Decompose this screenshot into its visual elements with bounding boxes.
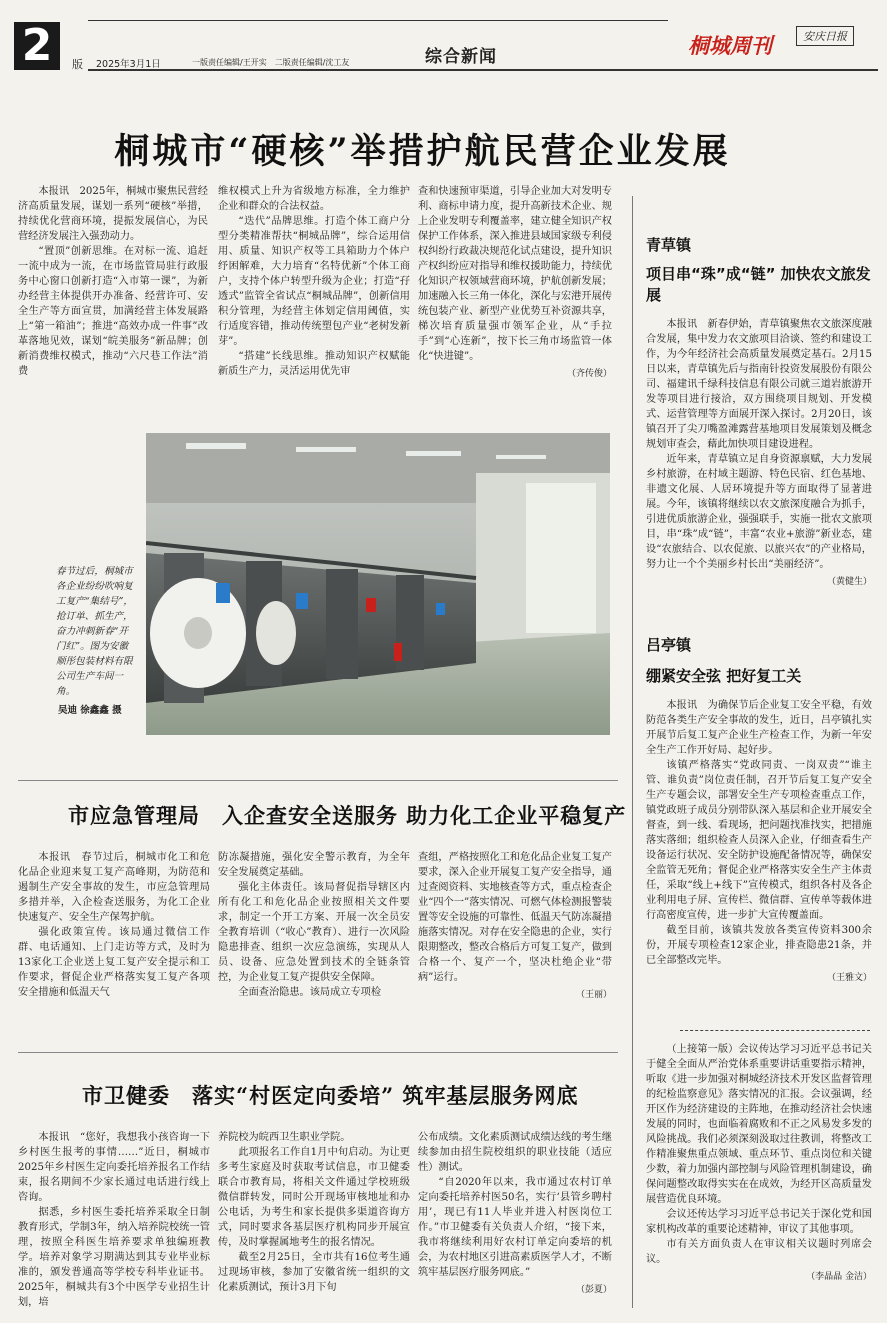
masthead-bottom-rule (88, 69, 878, 71)
side2-paragraph: 本报讯 为确保节后企业复工安全平稳，有效防范各类生产安全事故的发生，近日，吕亭镇扎实开展节后复工复产企业生产检查工作，为新一年安全生产工作开好局、起好步。 (646, 700, 872, 756)
photo-caption (56, 564, 136, 699)
story3-paragraph: 本报讯 “您好，我想我小孩咨询一下乡村医生报考的事情……”近日，桐城市2025年乡村医生定向委托培养报名工作结束，报名期间不少家长通过电话进行线上咨询。 (18, 1132, 210, 1203)
lead-col-3 (418, 184, 612, 379)
masthead-top-rule (88, 20, 668, 21)
story3-col-3 (418, 1130, 612, 1295)
lead-byline: （齐传俊） (566, 369, 612, 379)
sidebar-continued (646, 1042, 872, 1282)
story3-paragraph: 此项报名工作自1月中旬启动。为让更多考生家庭及时获取考试信息，市卫健委联合市教育局，将相关文件通过学校班级微信群转发，同时公开现场审核地址和办公电话，为考生和家长提供多渠道咨询方式，同时要求各基层医疗机构同步开展宣传，及时掌握属地考生的报名情况。 (218, 1147, 410, 1248)
story3-headline: 市卫健委 落实“村医定向委培” 筑牢基层服务网底 (82, 1083, 579, 1108)
photo-caption-text: 春节过后，桐城市各企业纷纷吹响复工复产“集结号”，抢订单、抓生产，奋力冲刺新春“开门红”。图为安徽顺彤包装材料有限公司生产车间一角。 (56, 566, 133, 697)
story3-paragraph: 截至2月25日，全市共有16位考生通过现场审核，参加了安徽省统一组织的文化素质测试，预计3月下旬 (218, 1252, 410, 1293)
story2-col-2 (218, 850, 410, 1000)
story3-paragraph: 据悉，乡村医生委托培养采取全日制教育形式，学制3年，纳入培养院校统一管理，按照全科医生培养要求单独编班教学。培养对象学习期满达到其专业毕业标准的，颁发普通高等学校专科毕业证书。2025年，桐城共有3个中医学专业招生计划，培 (18, 1207, 210, 1308)
factory-photo-image (146, 433, 610, 735)
page-suffix: 版 (72, 58, 83, 71)
side3-paragraph: 市有关方面负责人在审议相关议题时列席会议。 (646, 1239, 872, 1265)
lead-col-1 (18, 184, 208, 379)
section-divider (18, 780, 618, 781)
story2-paragraph: 强化政策宣传。该局通过微信工作群、电话通知、上门走访等方式，及时为13家化工企业送上复工复产安全提示和工作要求，督促企业严格落实复工复产各项安全措施和低温天气 (18, 927, 210, 998)
issue-date: 2025年3月1日 (96, 59, 161, 70)
section-divider (18, 1052, 618, 1053)
lead-paragraph: “迭代”品牌思维。打造个体工商户分型分类精准帮扶“桐城品牌”，综合运用信用、质量、知识产权等工具箱助力个体户纾困解难，大力培育“名特优新”个体工商户，支持个体户转型升级为企业；打造“孖透式”监管全省试点“桐城品牌”，创新信用积分管理，为经营主体划定信用阈值，实行适度容错，推动传统塑包产业“老树发新芽”。 (218, 216, 410, 347)
side3-paragraph: （上接第一版）会议传达学习习近平总书记关于健全全面从严治党体系重要讲话重要指示精神，听取《进一步加强对桐城经济技术开发区监督管理的纪检监察意见》落实情况的汇报。会议强调，经开区作为经济建设的主阵地，在推动经济社会快速发展的同时，也面临着腐败和不正之风易发多发的风险挑战。我们必须深刻汲取过往教训，将整改工作精准聚焦重点领域、重点环节、重点岗位和关键少数，着力加强内部控制与风险管理机制建设，确保问题整改取得实实在在成效，为经开区高质量发展营造优良环境。 (646, 1044, 872, 1205)
story2-paragraph: 强化主体责任。该局督促指导辖区内所有化工和危化品企业按照相关文件要求，制定一个开工方案、开展一次全员安全教育培训（“收心”教育）、进行一次风险隐患排查、组织一次应急演练，实现从人员、设备、应急处置到技术的全链条管控，为企业复工复产提供安全保障。 (218, 882, 410, 983)
lead-headline: 桐城市“硬核”举措护航民营企业发展 (114, 131, 731, 172)
partner-name: 安庆日报 (803, 30, 847, 43)
story2-paragraph: 查组，严格按照化工和危化品企业复工复产要求，深入企业开展复工复产安全指导，通过查阅资料、实地核查等方式，重点检查企业“四个一”落实情况、可燃气体检测报警装置等安全设施的可靠性、低温天气防冻凝措施落实情况。对存在安全隐患的企业，实行限期整改，整改合格后方可复工复产，做到合格一个、复产一个，坚决杜绝企业“带病”运行。 (418, 852, 612, 983)
lead-paragraph: 维权模式上升为省级地方标准，全力维护企业和群众的合法权益。 (218, 186, 410, 212)
story3-byline: （彭夏） (575, 1285, 612, 1295)
story2-col-1 (18, 850, 210, 1000)
sidebar-story-1 (646, 234, 872, 587)
continued-divider (680, 1030, 870, 1032)
story3-paragraph: 公布成绩。文化素质测试成绩达线的考生继续参加由招生院校组织的职业技能（适应性）测试。 (418, 1132, 612, 1173)
side1-paragraph: 本报讯 新春伊始，青草镇聚焦农文旅深度融合发展，集中发力农文旅项目洽谈、签约和建设工作，为今年经济社会高质量发展奠定基石。2月15日以来，青草镇先后与指南针投资发展股份有限公司、福建讯千绿科技信息有限公司就三道岩旅游开发等项目进行接洽，双方围绕项目规划、开发模式、运营管理等方面展开深入探讨。2月20日，该镇召开了尖刀嘴盈滩露营基地项目发展策划及概念规划审查会，藉此加快项目建设进程。 (646, 319, 872, 450)
section-title: 综合新闻 (425, 47, 497, 67)
side1-paragraph: 近年来，青草镇立足自身资源禀赋，大力发展乡村旅游，在村域主题游、特色民宿、红色基地、非遗文化展、人居环境提升等方面取得了显著进展。今年，该镇将继续以农文旅深度融合为抓手，引进优质旅游企业，强强联手，实施一批农文旅项目，串“珠”成“链”，丰富“农业+旅游”新业态，建设“农旅结合、以农促旅、以旅兴农”的产业格局，努力让一个个美丽乡村长出“美丽经济”。 (646, 454, 872, 570)
side2-paragraph: 截至目前，该镇共发放各类宣传资料300余份，开展专项检查12家企业，排查隐患21条，并已全部整改完毕。 (646, 925, 872, 966)
side1-kicker: 青草镇 (646, 236, 692, 254)
lead-paragraph: “搭建”长线思维。推动知识产权赋能新质生产力，灵活运用优先审 (218, 351, 410, 377)
side2-paragraph: 该镇严格落实“党政同责、一岗双责”“谁主管、谁负责”岗位责任制，召开节后复工复产安全生产专题会议，部署安全生产专项检查重点工作，镇党政班子成员分别带队深入基层和企业开展安全督查，到一线、看现场，把问题找准找实，把措施落实落细；组织检查人员深入企业，仔细查看生产设备运行状况、安全防护设施配备情况等，确保安全监管无死角；督促企业严格落实安全生产主体责任，采取“线上+线下”宣传模式，组织各村及各企业利用电子屏、宣传栏、微信群、宣传单等载体进行高密度宣传，进一步扩大宣传覆盖面。 (646, 760, 872, 921)
editors: 一版责任编辑/王开实 二版责任编辑/沈工友 (192, 58, 350, 67)
sidebar-divider (632, 196, 633, 1308)
story3-paragraph: “自2020年以来，我市通过农村订单定向委托培养村医50名，实行‘县管乡聘村用’，现已有11人毕业并进入村医岗位工作。”市卫健委有关负责人介绍，“接下来，我市将继续利用好农村订单定向委培的机会，为农村地区引进高素质医学人才，不断筑牢基层医疗服务网底。” (418, 1177, 612, 1278)
story2-byline: （王丽） (575, 990, 612, 1000)
photo-credit: 吴迪 徐鑫鑫 摄 (58, 705, 122, 716)
side3-paragraph: 会议还传达学习习近平总书记关于深化党和国家机构改革的重要论述精神，审议了其他事项。 (646, 1209, 872, 1235)
side2-headline: 绷紧安全弦 把好复工关 (646, 667, 802, 685)
side2-byline: （王雅文） (826, 973, 872, 983)
lead-paragraph: “置顶”创新思维。在对标一流、追赶一流中成为一流，在市场监管局驻行政服务中心窗口创新打造“入市第一课”，为新办经营主体提供开办准备、经营许可、安全生产等方面宣贯，加满经营主体发展路上“第一箱油”；推进“高效办成一件事”改革落地见效，谋划“皖美服务”新品牌；创新消费维权模式，推动“六尺巷工作法”消费 (18, 246, 208, 377)
side3-byline: （李晶晶 金洁） (806, 1272, 872, 1282)
page-number-box (14, 22, 60, 70)
story2-paragraph: 本报讯 春节过后，桐城市化工和危化品企业迎来复工复产高峰期，为防范和遏制生产安全事故的发生，市应急管理局多措并举，入企检查送服务，为化工企业快速复产、安全生产保驾护航。 (18, 852, 210, 923)
masthead (0, 0, 887, 75)
partner-logo (796, 26, 854, 46)
story2-headline: 市应急管理局 入企查安全送服务 助力化工企业平稳复产 (68, 803, 627, 828)
story3-col-1 (18, 1130, 210, 1310)
side1-byline: （黄健生） (826, 577, 872, 587)
side1-headline: 项目串“珠”成“链” 加快农文旅发展 (646, 265, 871, 304)
story2-paragraph: 防冻凝措施，强化安全警示教育，为全年安全发展奠定基础。 (218, 852, 410, 878)
story2-paragraph: 全面查治隐患。该局成立专项检 (238, 987, 382, 998)
story3-col-2 (218, 1130, 410, 1295)
factory-photo (146, 433, 610, 735)
story2-col-3 (418, 850, 612, 1000)
story3-paragraph: 养院校为皖西卫生职业学院。 (218, 1132, 351, 1143)
page-number: 2 (21, 20, 53, 71)
side2-kicker: 吕亭镇 (646, 636, 692, 654)
lead-paragraph: 查和快速预审渠道，引导企业加大对发明专利、商标申请力度，提升高新技术企业、规上企业发明专利覆盖率，建立健全知识产权保护工作体系，深入推进县域国家级专利侵权纠纷行政裁决规范化试点建设，提升知识产权纠纷应对指导和维权援助能力，持续优化知识产权领域营商环境，护航创新发展；加速融入长三角一体化，深化与宏港开展传统包装产业、新型产业优势互补资源共享，梯次培育质量强市领军企业，从“手拉手”到“心连新”，按下长三角市场监管一体化“快进键”。 (418, 186, 612, 362)
brand-logo: 桐城周刊 (688, 33, 772, 58)
lead-paragraph: 本报讯 2025年，桐城市聚焦民营经济高质量发展，谋划一系列“硬核”举措，持续优化营商环境，提振发展信心，为民营经济发展注入强劲动力。 (18, 186, 208, 242)
sidebar-story-2 (646, 634, 872, 983)
lead-col-2 (218, 184, 410, 379)
